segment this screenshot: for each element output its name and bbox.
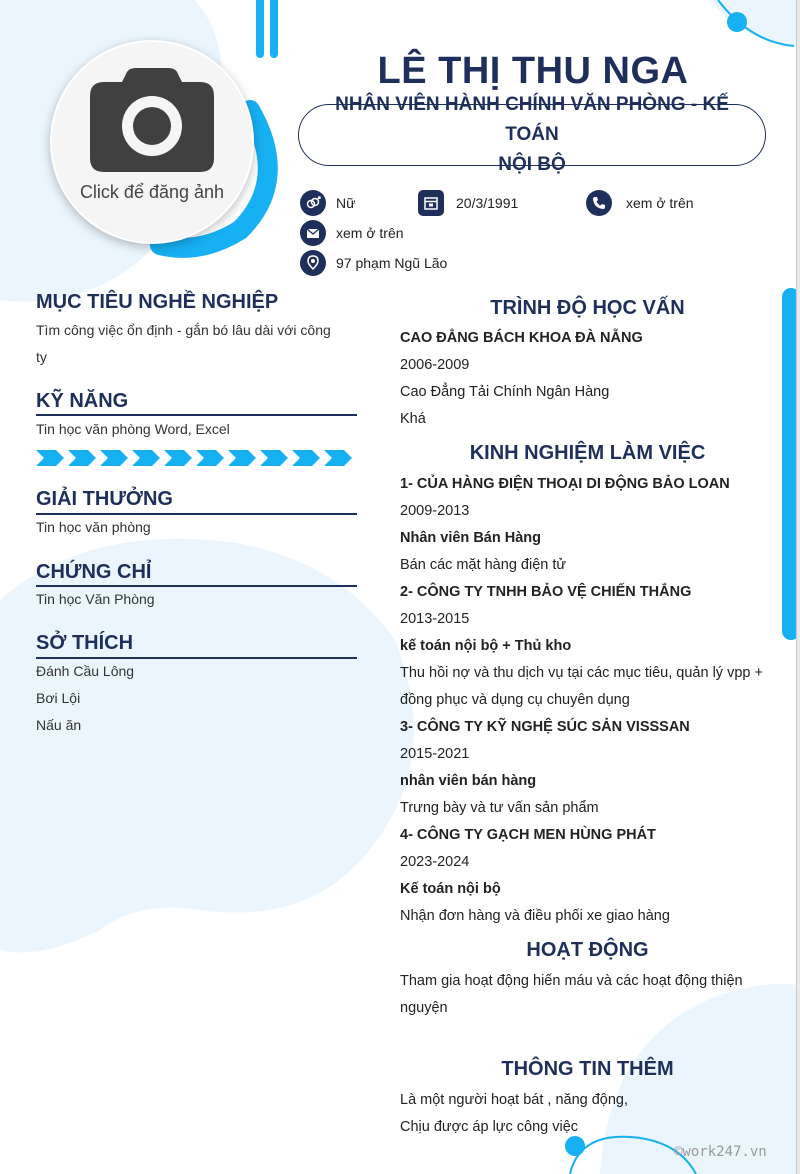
birthday-value: 20/3/1991 [456,195,519,211]
skill-chevron [164,450,192,466]
job-description: Trưng bày và tư vấn sản phẩm [400,800,599,816]
contact-address [300,250,447,276]
objective-line-1: Tìm công việc ổn định - gắn bó lâu dài với công [36,322,331,338]
skill-chevron [196,450,224,466]
additional-line-1: Là một người hoạt bát , năng động, [400,1092,629,1108]
education-school: CAO ĐẲNG BÁCH KHOA ĐÀ NẴNG [400,330,643,346]
education-grade: Khá [400,411,426,427]
skill-chevron [324,450,352,466]
job-description-cont: đồng phục và dụng cụ chuyên dụng [400,692,630,708]
certificates-title: CHỨNG CHỈ [36,561,152,583]
candidate-name: LÊ THỊ THU NGA [377,50,689,92]
job-title-line-2: NỘI BỘ [498,154,566,175]
skill-chevron [100,450,128,466]
hobbies-title: SỞ THÍCH [36,632,134,654]
hobby-item: Nấu ăn [36,717,82,733]
skill-chevron [228,450,256,466]
skill-chevron [132,450,160,466]
gender-value: Nữ [336,195,356,211]
job-description: Nhận đơn hàng và điều phối xe giao hàng [400,908,670,924]
watermark: ©work247.vn [674,1144,767,1160]
skill-item: Tin học văn phòng Word, Excel [36,421,230,437]
email-icon [300,220,326,246]
skills-title: KỸ NĂNG [36,390,129,412]
contact-email [300,220,404,246]
award-item: Tin học văn phòng [36,519,151,535]
camera-icon [88,66,216,174]
job-company: 4- CÔNG TY GẠCH MEN HÙNG PHÁT [400,827,656,843]
skill-chevron [36,450,64,466]
job-position: kế toán nội bộ + Thủ kho [400,638,572,654]
job-description: Bán các mặt hàng điện tử [400,557,567,573]
education-title: TRÌNH ĐỘ HỌC VẤN [490,297,685,319]
job-position: nhân viên bán hàng [400,773,537,789]
activities-line-1: Tham gia hoạt động hiến máu và các hoạt động thiện [400,973,743,989]
photo-upload[interactable] [50,40,254,244]
skill-chevron [68,450,96,466]
additional-title: THÔNG TIN THÊM [501,1058,674,1080]
additional-line-2: Chịu được áp lực công việc [400,1119,579,1135]
job-years: 2009-2013 [400,503,470,519]
gender-icon [300,190,326,216]
certificate-item: Tin học Văn Phòng [36,591,155,607]
accent-bar-right [782,288,797,640]
job-description: Thu hồi nợ và thu dịch vụ tại các mục tiêu, quản lý vpp + [400,665,763,681]
education-years: 2006-2009 [400,357,470,373]
contact-gender [300,190,355,216]
job-years: 2023-2024 [400,854,470,870]
calendar-icon [418,190,444,216]
job-position: Nhân viên Bán Hàng [400,530,541,546]
objective-line-2: ty [36,349,47,365]
job-title-line-1: NHÂN VIÊN HÀNH CHÍNH VĂN PHÒNG - KẾ TOÁN [335,94,729,145]
experience-title: KINH NGHIỆM LÀM VIỆC [469,442,706,464]
photo-label: Click để đăng ảnh [79,182,225,202]
phone-value: xem ở trên [626,195,694,211]
activities-title: HOẠT ĐỘNG [526,939,649,961]
hobby-item: Đánh Cầu Lông [36,663,135,679]
job-company: 2- CÔNG TY TNHH BẢO VỆ CHIẾN THẮNG [400,584,692,600]
contact-phone [586,190,694,216]
education-major: Cao Đẳng Tải Chính Ngân Hàng [400,384,610,400]
contact-birthday [418,190,518,216]
skill-level-bar [36,450,352,466]
job-position: Kế toán nội bộ [400,881,501,897]
job-years: 2013-2015 [400,611,470,627]
job-company: 1- CỦA HÀNG ĐIỆN THOẠI DI ĐỘNG BẢO LOAN [400,476,730,492]
hobby-item: Bơi Lội [36,690,81,706]
activities-line-2: nguyện [400,1000,448,1016]
awards-title: GIẢI THƯỞNG [36,488,173,510]
email-value: xem ở trên [336,225,404,241]
address-value: 97 phạm Ngũ Lão [336,255,448,271]
skill-chevron [292,450,320,466]
job-years: 2015-2021 [400,746,470,762]
location-icon [300,250,326,276]
job-title-box [298,94,766,175]
objective-title: MỤC TIÊU NGHỀ NGHIỆP [36,291,279,313]
skill-chevron [260,450,288,466]
job-company: 3- CÔNG TY KỸ NGHỆ SÚC SẢN VISSSAN [400,719,690,735]
phone-icon [586,190,612,216]
